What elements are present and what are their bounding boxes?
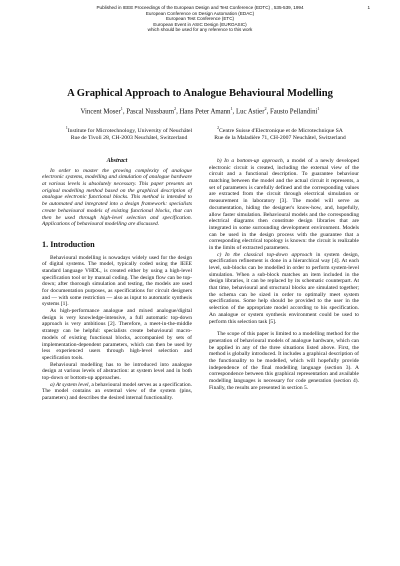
paragraph: As high-performance analogue and mixed analogue/digital design is very knowledge-intensive, a full automatic top-down approach is very ambitious [2]. Therefore, a meet-in-the-middle strategy can be helpful: specialists create behavioural macro-models of existing functional blocks, accompanied by sets of implementation-dependent parameters, which can then be used by less experienced users through high-level selection and specification tools. xyxy=(42,308,192,361)
paragraph-text: in system design, specification refinement is done in a hierarchical way [4]. At each level, sub-blocks can be modelled in order to perform system-level simulation. When a sub-block matches an item included in the design libraries, it can be replaced by its schematic counterpart. At that time, behavioural and structural blocks are simulated together; the schema can be sized in order to optimally meet system specifications. Some help should be provided to the user in the selection of the appropriate model according to his specification. An analogue or system synthesis environment could be used to perform this selection task [5]. xyxy=(209,251,359,325)
affiliation-mark: 1 xyxy=(317,106,320,111)
notice-line: European Test Conference (ETC) xyxy=(165,16,235,22)
affiliation-mark: 2 xyxy=(217,126,219,130)
author-name: Fausto Pellandini xyxy=(269,108,318,116)
affiliation-institution: Institute for Microtechnology, University of Neuchâtel xyxy=(67,127,193,134)
affiliation-mark: 1 xyxy=(230,106,233,111)
right-column xyxy=(209,158,359,391)
paragraph: Behavioural modelling has to be introduced into analogue design at various levels of abstraction: at system level and in both top-down or bottom-up approaches. xyxy=(42,361,192,381)
publication-notice xyxy=(40,5,360,33)
paragraph xyxy=(42,382,192,402)
author-list: Vincent Moser$^1$, Pascal Nussbaum$^2$, Hans Peter Amann$^1$, Luc Astier$^2$, Fausto Pellandini$^1$ xyxy=(80,106,320,116)
paragraph: The scope of this paper is limited to a modelling method for the generation of behavioural models of analogue hardware, which can be applied in any of the three situations listed above. First, the method is globally introduced. It includes a graphical description of the functionality to be modelled, which will hopefully provide independence of the final modelling language (section 3). A correspondence between this graphical representation and available modelling languages is necessary for code generation (section 4). Finally, the results are presented in section 5. xyxy=(209,331,359,391)
abstract-heading: Abstract xyxy=(106,158,128,164)
paper-title: A Graphical Approach to Analogue Behavioural Modelling xyxy=(67,88,333,99)
section-heading: 1. Introduction xyxy=(42,239,95,249)
abstract-text: In order to master the growing complexity of analogue electronic systems, modelling and simulation of analogue hardware at various levels is absolutely necessary. This paper presents an original modelling method based on the graphical description of analogue electronic functional blocks. This method is intended to be automated and integrated into a design framework: specialists create behavioural models of existing functional blocks, that can then be used through high-level selection and specification. Applications of behavioural modelling are discussed. xyxy=(42,167,192,228)
paragraph xyxy=(209,158,359,252)
affiliation-2 xyxy=(200,125,360,142)
notice-line: Published in IEEE Proceedings of the European Design and Test Conference (EDTC) , 535-539, 1994 xyxy=(96,5,304,10)
affiliation-mark: 2 xyxy=(173,106,177,111)
affiliation-mark: 2 xyxy=(264,106,267,111)
paragraph-text: , a model of a newly developed electronic circuit is created, including the external view of the circuit and a functional description. To guarantee behaviour matching between the model and the actual circuit it represents, a set of parameters is carefully defined and the corresponding values are extracted from the circuit through electrical simulation or measurement in laboratory [3]. The model will serve as documentation, hiding the designer's know-how, and, hopefully, allow faster simulation. Behavioural models and the corresponding electrical diagrams then constitute design libraries that are integrated in some surrounding development environment. Models can be used in the design process with the guarantee that a corresponding electrical topology is known: the circuit is realizable in the limits of extracted parameters. xyxy=(209,158,359,251)
paragraph xyxy=(209,252,359,326)
author-name: Vincent Moser xyxy=(80,108,121,116)
affiliation-mark: 1 xyxy=(120,106,123,111)
paragraph-label: c) In the classical top-down approach xyxy=(217,251,313,258)
paragraph: Behavioural modelling is nowadays widely used for the design of digital systems. The model, typically coded using the IEEE standard language VHDL, is created either by using a high-level specification tool or by manual coding. The design flow can be top-down; after thorough simulation and testing, the models are used for documentation purposes, as specifications for circuit designers and — with some restriction — also as input to automatic synthesis systems [1]. xyxy=(42,254,192,308)
paragraph-label: b) In a bottom-up approach xyxy=(217,158,283,164)
left-column xyxy=(42,158,192,402)
affiliation-institution: Centre Suisse d'Electronique et de Microtechnique SA xyxy=(219,127,343,134)
paragraph-text: , a behavioural model serves as a specification. The model contains an external view of the system (pins, parameters) and describes the desired internal functionality. xyxy=(42,381,192,401)
author-name: Luc Astier xyxy=(235,108,265,116)
affiliation-address: Rue de Tivoli 28, CH-2003 Neuchâtel, Switzerland xyxy=(70,135,188,142)
notice-line: European Conference on Design Automation (EDAC) xyxy=(145,10,255,16)
affiliation-mark: 1 xyxy=(65,126,68,130)
author-name: Hans Peter Amann xyxy=(179,108,231,116)
affiliation-1 xyxy=(54,125,204,142)
paragraph-label: a) At system level xyxy=(50,381,89,388)
page-number: 1 xyxy=(367,5,370,10)
author-name: Pascal Nussbaum xyxy=(126,108,174,116)
notice-line: European Event in ASIC Design (EUROASIC) xyxy=(153,21,247,27)
notice-line: which should be used for any reference to this work xyxy=(147,27,253,33)
affiliation-address: Rue de la Maladière 71, CH-2007 Neuchâtel, Switzerland xyxy=(214,135,346,142)
